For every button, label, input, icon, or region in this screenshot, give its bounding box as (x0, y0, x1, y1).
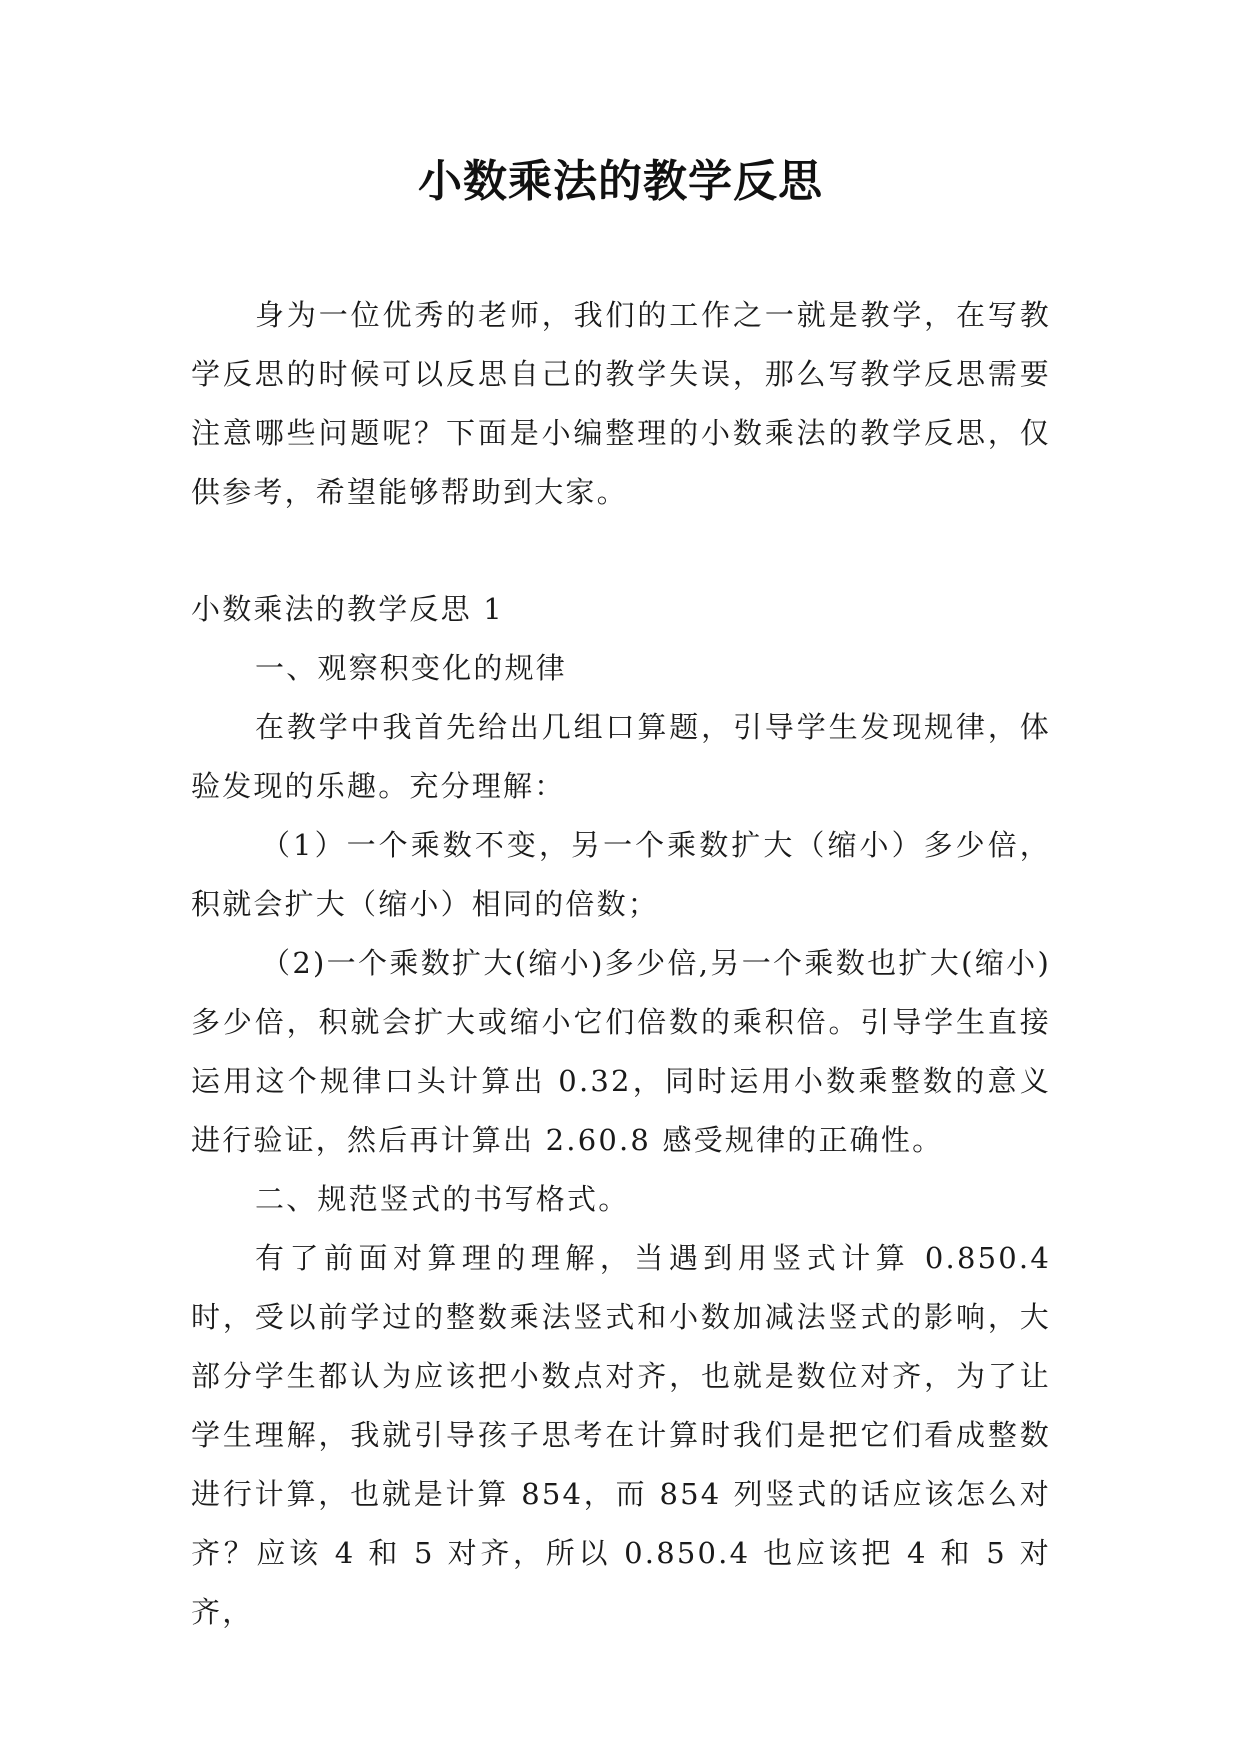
section-heading: 小数乘法的教学反思 1 (191, 592, 504, 626)
list-item-2: （2)一个乘数扩大(缩小)多少倍,另一个乘数也扩大(缩小)多少倍，积就会扩大或缩小它们倍数的乘积倍。引导学生直接运用这个规律口头计算出 0.32，同时运用小数乘整数的意义进行验证，然后再计算出 2.60.8 感受规律的正确性。 (191, 946, 1051, 1157)
subheading-vertical-format: 二、规范竖式的书写格式。 (255, 1182, 630, 1216)
subheading-observe-pattern: 一、观察积变化的规律 (255, 651, 568, 685)
section-1 (191, 580, 1051, 1642)
paragraph-vertical-calc: 有了前面对算理的理解，当遇到用竖式计算 0.850.4 时，受以前学过的整数乘法竖式和小数加减法竖式的影响，大部分学生都认为应该把小数点对齐，也就是数位对齐，为了让学生理解，我就引导孩子思考在计算时我们是把它们看成整数进行计算，也就是计算 854，而 854 列竖式的话应该怎么对齐？应该 4 和 5 对齐，所以 0.850.4 也应该把 4 和 5 对齐， (191, 1241, 1051, 1629)
paragraph-oral-calc: 在教学中我首先给出几组口算题，引导学生发现规律，体验发现的乐趣。充分理解： (191, 710, 1051, 803)
document-title: 小数乘法的教学反思 (418, 156, 823, 207)
intro-paragraph: 身为一位优秀的老师，我们的工作之一就是教学，在写教学反思的时候可以反思自己的教学失误，那么写教学反思需要注意哪些问题呢？下面是小编整理的小数乘法的教学反思，仅供参考，希望能够帮助到大家。 (191, 298, 1051, 509)
list-item-1: （1）一个乘数不变，另一个乘数扩大（缩小）多少倍，积就会扩大（缩小）相同的倍数； (191, 828, 1051, 921)
intro-block (191, 286, 1051, 522)
